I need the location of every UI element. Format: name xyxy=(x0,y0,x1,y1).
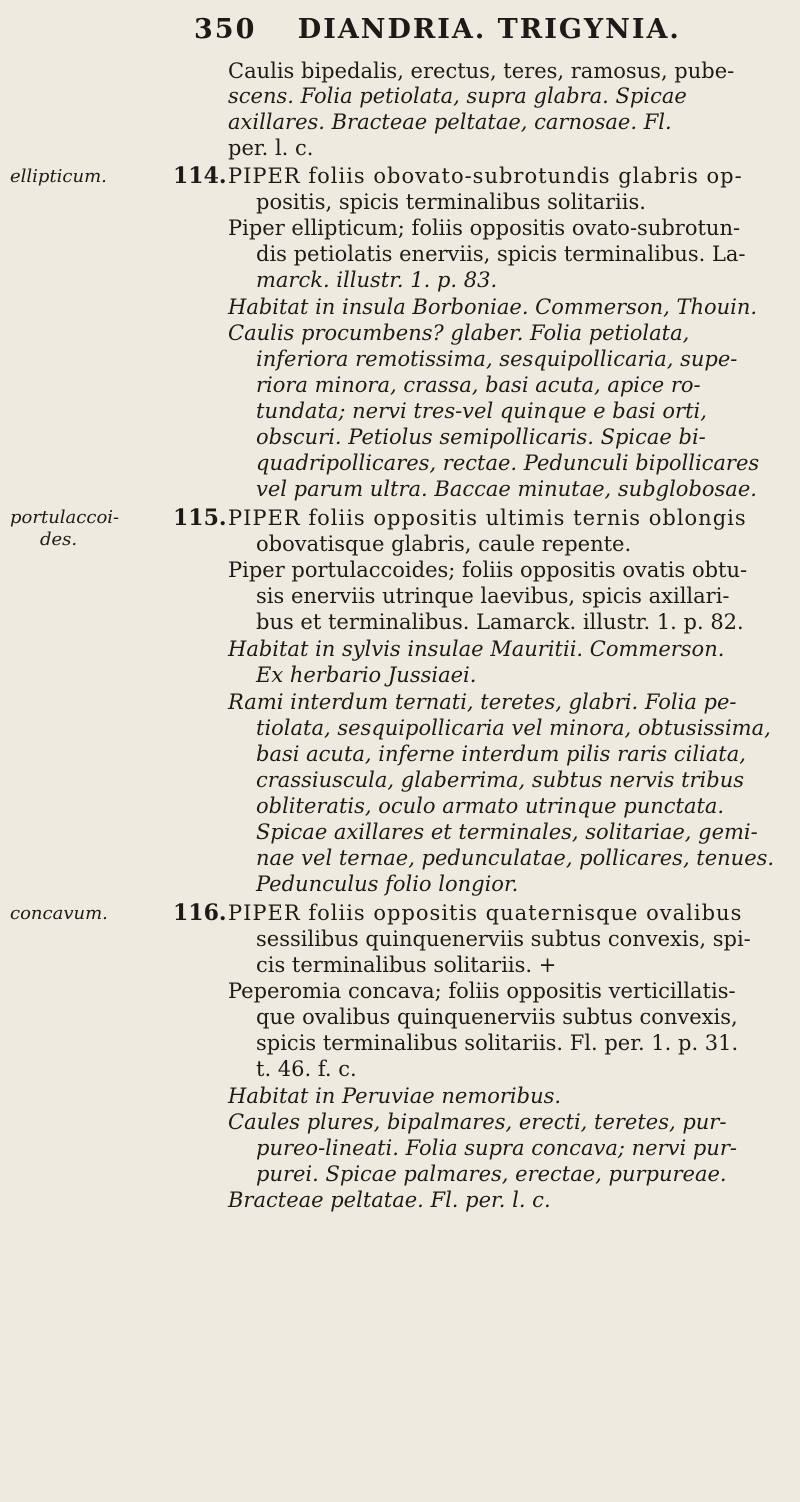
description-line: Caules plures, bipalmares, erecti, teretes, pur- xyxy=(228,1110,727,1134)
habitat-line: Habitat in sylvis insulae Mauritii. Commerson. xyxy=(228,637,725,661)
diagnosis-line: obovatisque glabris, caule repente. xyxy=(256,532,632,556)
diagnosis-line: cis terminalibus solitariis. + xyxy=(256,953,557,977)
diagnosis-line: PIPER foliis oppositis ultimis ternis oblongis xyxy=(228,506,747,530)
description-line: vel parum ultra. Baccae minutae, subglobosae. xyxy=(256,477,757,501)
description-line: Bracteae peltatae. Fl. per. l. c. xyxy=(228,1188,551,1212)
running-head xyxy=(194,14,681,45)
description-line: obscuri. Petiolus semipollicaris. Spicae bi- xyxy=(256,425,706,449)
running-title: DIANDRIA. TRIGYNIA. xyxy=(297,14,681,45)
description-line: nae vel ternae, pedunculatae, pollicares, tenues. xyxy=(256,846,775,870)
diagnosis-line: positis, spicis terminalibus solitariis. xyxy=(256,190,646,214)
synonym-line: bus et terminalibus. Lamarck. illustr. 1. p. 82. xyxy=(256,610,744,634)
diagnosis-line: sessilibus quinquenerviis subtus convexis, spi- xyxy=(256,927,751,951)
description-line: riora minora, crassa, basi acuta, apice ro- xyxy=(256,373,701,397)
entry-number: 116. xyxy=(173,900,227,926)
description-line: Spicae axillares et terminales, solitariae, gemi- xyxy=(256,820,758,844)
description-line: obliteratis, oculo armato utrinque punctata. xyxy=(256,794,725,818)
description-line: Pedunculus folio longior. xyxy=(256,872,519,896)
text-line: per. l. c. xyxy=(228,136,314,160)
synonym-line: que ovalibus quinquenerviis subtus convexis, xyxy=(256,1005,738,1029)
synonym-line: Piper ellipticum; foliis oppositis ovato-subrotun- xyxy=(228,216,741,240)
habitat-line: Habitat in Peruviae nemoribus. xyxy=(228,1084,562,1108)
description-line: purei. Spicae palmares, erectae, purpureae. xyxy=(256,1162,727,1186)
description-line: pureo-lineati. Folia supra concava; nervi pur- xyxy=(256,1136,737,1160)
diagnosis-line: PIPER foliis oppositis quaternisque ovalibus xyxy=(228,901,743,925)
synonym-line: spicis terminalibus solitariis. Fl. per. 1. p. 31. xyxy=(256,1031,739,1055)
description-line: quadripollicares, rectae. Pedunculi bipollicares xyxy=(256,451,760,475)
text-line: Caulis bipedalis, erectus, teres, ramosus, pube- xyxy=(228,59,735,83)
habitat-line: Ex herbario Jussiaei. xyxy=(256,663,477,687)
margin-species-name: des. xyxy=(40,529,78,550)
description-line: Rami interdum ternati, teretes, glabri. Folia pe- xyxy=(228,690,737,714)
description-line: tundata; nervi tres-vel quinque e basi orti, xyxy=(256,399,707,423)
description-line: crassiuscula, glaberrima, subtus nervis tribus xyxy=(256,768,745,792)
entry-number: 115. xyxy=(173,505,227,531)
description-line: Caulis procumbens? glaber. Folia petiolata, xyxy=(228,321,690,345)
margin-species-name: concavum. xyxy=(10,903,108,924)
synonym-line: dis petiolatis enerviis, spicis terminalibus. La- xyxy=(256,242,746,266)
habitat-line: Habitat in insula Borboniae. Commerson, Thouin. xyxy=(228,295,758,319)
synonym-line: Piper portulaccoides; foliis oppositis ovatis obtu- xyxy=(228,558,748,582)
description-line: tiolata, sesquipollicaria vel minora, obtusissima, xyxy=(256,716,771,740)
synonym-line: sis enerviis utrinque laevibus, spicis axillari- xyxy=(256,584,730,608)
synonym-line: Peperomia concava; foliis oppositis verticillatis- xyxy=(228,979,736,1003)
text-line: scens. Folia petiolata, supra glabra. Spicae xyxy=(228,84,687,108)
synonym-line: t. 46. f. c. xyxy=(256,1057,357,1081)
description-line: basi acuta, inferne interdum pilis raris ciliata, xyxy=(256,742,746,766)
text-line: axillares. Bracteae peltatae, carnosae. Fl. xyxy=(228,110,672,134)
page-number: 350 xyxy=(194,14,257,45)
description-line: inferiora remotissima, sesquipollicaria, supe- xyxy=(256,347,738,371)
diagnosis-line: PIPER foliis obovato-subrotundis glabris op- xyxy=(228,164,743,188)
margin-species-name: ellipticum. xyxy=(10,166,107,187)
margin-species-name: portulaccoi- xyxy=(10,507,120,528)
entry-number: 114. xyxy=(173,163,227,189)
synonym-line: marck. illustr. 1. p. 83. xyxy=(256,268,498,292)
